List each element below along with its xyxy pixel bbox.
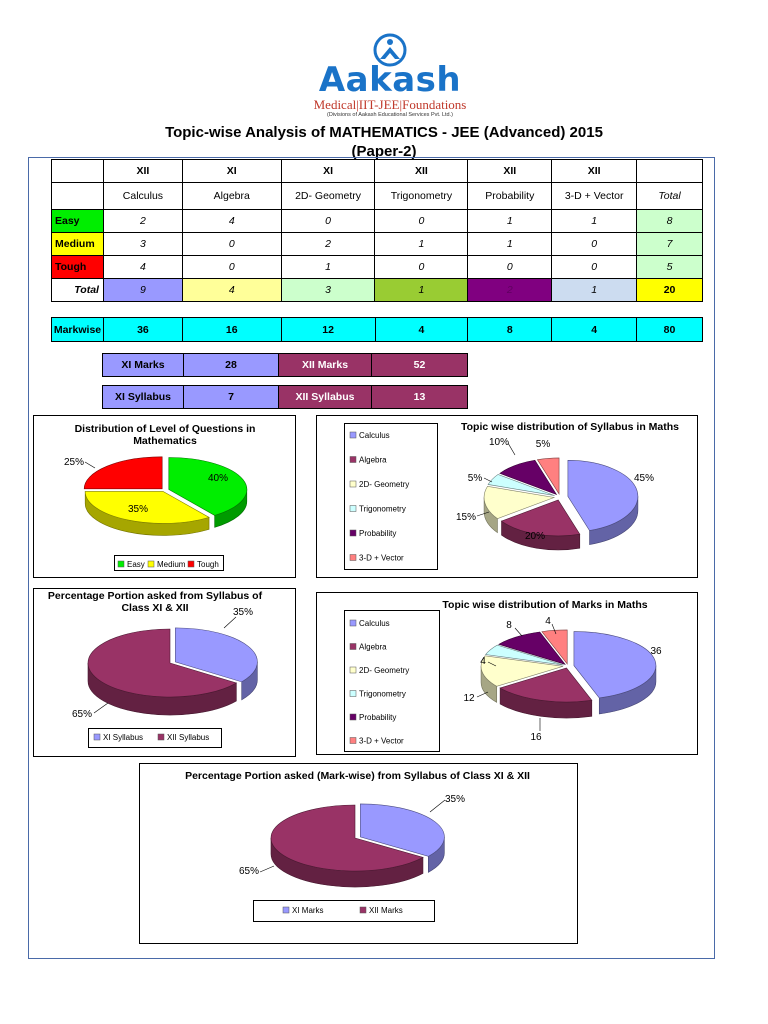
chart-title: Percentage Portion asked from Syllabus of Class XI & XII	[47, 590, 263, 614]
legend-label: 2D- Geometry	[359, 666, 410, 675]
class-cell: XII	[103, 160, 182, 183]
brand-tagline: Medical|IIT-JEE|Foundations	[313, 97, 467, 112]
pie-data-label: 35%	[232, 607, 254, 618]
table-cell: 0	[182, 233, 281, 256]
topic-header: Trigonometry	[375, 183, 468, 210]
legend-swatch	[350, 667, 356, 673]
legend-swatch	[94, 734, 100, 740]
markwise-label: Markwise	[52, 318, 104, 342]
legend-label: 2D- Geometry	[359, 480, 410, 489]
legend-label: Tough	[197, 560, 219, 569]
markwise-cell: 36	[103, 318, 182, 342]
row-label-total: Total	[52, 279, 104, 302]
markwise-cell: 4	[375, 318, 468, 342]
legend-label: Easy	[127, 560, 145, 569]
legend-swatch	[350, 555, 356, 561]
markwise-cell: 16	[182, 318, 281, 342]
table-cell: 4	[182, 210, 281, 233]
pie-data-label: 65%	[238, 866, 260, 877]
table-cell: 4	[182, 279, 281, 302]
pie-data-label: 4	[480, 656, 486, 667]
table-cell: 5	[637, 256, 703, 279]
legend-label: Algebra	[359, 455, 387, 465]
table-cell: 4	[103, 256, 182, 279]
xi-marks-label: XI Marks	[103, 354, 184, 377]
topic-header: 2D- Geometry	[281, 183, 375, 210]
page-subtitle: (Paper-2)	[351, 143, 417, 160]
legend-swatch	[350, 481, 356, 487]
row-label-medium: Medium	[52, 233, 104, 256]
table-cell: 1	[375, 233, 468, 256]
pie-data-label: 5%	[467, 473, 483, 484]
table-cell: 1	[468, 210, 552, 233]
pie-data-label: 20%	[524, 531, 546, 542]
topic-header: Calculus	[103, 183, 182, 210]
chart-title: Percentage Portion asked (Mark-wise) from Syllabus of Class XI & XII	[185, 770, 530, 782]
table-cell: 1	[375, 279, 468, 302]
pie-data-label: 45%	[633, 473, 655, 484]
legend-label: Calculus	[359, 431, 390, 440]
legend-swatch	[350, 714, 356, 720]
brand-division: (Divisions of Aakash Educational Services Pvt. Ltd.)	[327, 112, 453, 118]
legend-swatch	[350, 457, 356, 463]
legend-label: 3-D + Vector	[359, 736, 404, 746]
pie-data-label: 10%	[488, 437, 510, 448]
table-cell: 3	[281, 279, 375, 302]
page-title: Topic-wise Analysis of MATHEMATICS - JEE (Advanced) 2015	[165, 124, 603, 141]
brand-name: Aakash	[318, 60, 462, 100]
table-cell: 0	[468, 256, 552, 279]
legend-label: XI Syllabus	[103, 733, 144, 742]
legend-label: Medium	[157, 560, 186, 569]
legend-swatch	[350, 432, 356, 438]
legend-swatch	[158, 734, 164, 740]
pie-leader-line	[224, 617, 236, 628]
legend-swatch	[350, 506, 356, 512]
pie-leader-line	[430, 800, 445, 812]
legend-label: Trigonometry	[359, 504, 406, 514]
pie-leader-line	[260, 866, 274, 872]
legend-swatch	[350, 691, 356, 697]
table-cell: 3	[103, 233, 182, 256]
topic-header: 3-D + Vector	[552, 183, 637, 210]
table-cell: 2	[281, 233, 375, 256]
topic-header: Probability	[468, 183, 552, 210]
table-cell: 8	[637, 210, 703, 233]
pie-leader-line	[484, 478, 492, 482]
table-cell: 0	[375, 256, 468, 279]
table-cell: 20	[637, 279, 703, 302]
legend-swatch	[118, 561, 124, 567]
table-cell: 1	[468, 233, 552, 256]
pie-data-label: 35%	[444, 794, 466, 805]
legend-label: XII Marks	[369, 906, 403, 915]
topic-header: Algebra	[182, 183, 281, 210]
pie-leader-line	[85, 462, 95, 468]
table-cell: 0	[552, 256, 637, 279]
pie-data-label: 5%	[535, 439, 551, 450]
xi-syllabus-value: 7	[184, 386, 279, 409]
xii-marks-label: XII Marks	[279, 354, 372, 377]
class-cell: XII	[468, 160, 552, 183]
legend-label: 3-D + Vector	[359, 553, 404, 563]
chart-title: Distribution of Level of Questions in Mathematics	[74, 423, 256, 447]
class-cell: XI	[182, 160, 281, 183]
legend-swatch	[188, 561, 194, 567]
legend-label: XII Syllabus	[167, 733, 210, 742]
pie-data-label: 12	[463, 693, 475, 704]
row-label-tough: Tough	[52, 256, 104, 279]
xii-syllabus-value: 13	[372, 386, 468, 409]
chart-title: Topic wise distribution of Syllabus in Maths	[461, 421, 679, 433]
pie-leader-line	[94, 703, 108, 713]
pie-data-label: 25%	[63, 457, 85, 468]
legend-label: Probability	[359, 713, 397, 722]
pie-data-label: 4	[545, 616, 551, 627]
legend-swatch	[283, 907, 289, 913]
table-cell: 1	[281, 256, 375, 279]
legend-swatch	[350, 620, 356, 626]
legend-label: Trigonometry	[359, 689, 406, 699]
markwise-cell: 4	[552, 318, 637, 342]
legend-label: Calculus	[359, 619, 390, 628]
pie-data-label: 40%	[207, 473, 229, 484]
pie-data-label: 16	[530, 732, 542, 743]
table-cell: 2	[468, 279, 552, 302]
pie-leader-line	[508, 443, 515, 455]
class-cell: XI	[281, 160, 375, 183]
table-cell: 1	[552, 210, 637, 233]
pie-data-label: 15%	[455, 512, 477, 523]
table-cell: 0	[182, 256, 281, 279]
legend-swatch	[350, 738, 356, 744]
pie-data-label: 36	[650, 646, 662, 657]
pie-leader-line	[515, 628, 522, 636]
pie-data-label: 8	[506, 620, 512, 631]
xi-marks-value: 28	[184, 354, 279, 377]
class-cell: XII	[375, 160, 468, 183]
legend-swatch	[360, 907, 366, 913]
legend-swatch	[148, 561, 154, 567]
table-cell: 0	[281, 210, 375, 233]
pie-data-label: 35%	[127, 504, 149, 515]
legend-swatch	[350, 644, 356, 650]
table-cell: 0	[375, 210, 468, 233]
legend-swatch	[350, 530, 356, 536]
markwise-cell: 12	[281, 318, 375, 342]
legend-label: XI Marks	[292, 906, 324, 915]
legend-label: Probability	[359, 529, 397, 538]
pie-data-label: 65%	[71, 709, 93, 720]
topic-header: Total	[637, 183, 703, 210]
pie-slice	[84, 457, 162, 489]
markwise-cell: 8	[468, 318, 552, 342]
row-label-easy: Easy	[52, 210, 104, 233]
markwise-cell: 80	[637, 318, 703, 342]
table-cell: 9	[103, 279, 182, 302]
xii-syllabus-label: XII Syllabus	[279, 386, 372, 409]
class-cell: XII	[552, 160, 637, 183]
chart-title: Topic wise distribution of Marks in Maths	[442, 599, 648, 611]
xi-syllabus-label: XI Syllabus	[103, 386, 184, 409]
table-cell: 0	[552, 233, 637, 256]
table-cell: 1	[552, 279, 637, 302]
xii-marks-value: 52	[372, 354, 468, 377]
table-cell: 2	[103, 210, 182, 233]
legend-label: Algebra	[359, 642, 387, 652]
table-cell: 7	[637, 233, 703, 256]
